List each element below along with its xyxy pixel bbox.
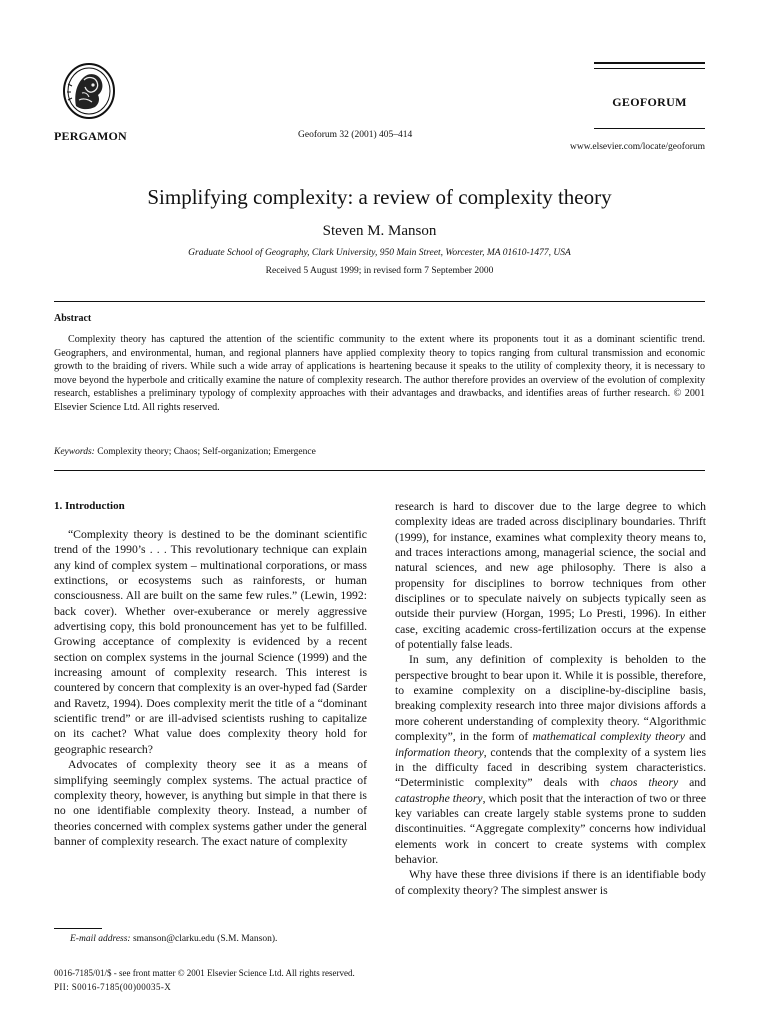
abstract-text: Complexity theory has captured the attention of the scientific community to the extent where its proponents tout it as a dominant scientific trend. Geographers, and environmental, human, and regional planners have applied complexity theory to topics ranging from cultural transmission and economic growth to the braiding of rivers. While such a wide array of applications is heartening because it speaks to the utility of complexity theory, it is necessary to move beyond the hyperbole and critically examine the nature of complexity research. The author therefore provides an overview of the evolution of complexity research, establishes a preliminary typology of complexity approaches with their advantages and drawbacks, and identifies areas of further research. © 2001 Elsevier Science Ltd. All rights reserved. — [54, 334, 705, 413]
pii-line: PII: S0016-7185(00)00035-X — [54, 982, 172, 992]
paragraph: Why have these three divisions if there is an identifiable body of complexity theory? The simplest answer is — [395, 868, 706, 897]
article-title: Simplifying complexity: a review of complexity theory — [147, 185, 612, 209]
section-heading-introduction: 1. Introduction — [54, 500, 125, 512]
article-author: Steven M. Manson — [322, 223, 437, 239]
text-span: and — [684, 730, 706, 744]
text-span: , which posit that the interaction of two or three key variables can create largely stable systems prone to sudden discontinuities. “Aggregate complexity” concerns how individual elements work in concert to create systems with complex behavior. — [395, 791, 707, 866]
keywords-label: Keywords: — [54, 447, 95, 457]
publisher-logo-icon — [62, 62, 116, 120]
term-mathematical-complexity: mathematical complexity theory — [532, 730, 685, 744]
footnote — [70, 934, 277, 944]
paragraph — [395, 652, 706, 867]
left-column — [54, 527, 367, 849]
term-catastrophe-theory: catastrophe theory — [395, 791, 483, 805]
right-column — [395, 499, 706, 898]
abstract-top-rule — [54, 301, 705, 302]
publisher-name: PERGAMON — [54, 129, 127, 143]
text-span: In sum, any definition of complexity is beholden to the perspective brought to bear upon it. While it is possible, therefore, to examine complexity on a discipline-by-discipline basis, breaking complexity research into three major divisions affords a more coherent understanding of complexity theory. “Algorithmic complexity”, in the form of — [395, 653, 706, 744]
text-span: and — [678, 776, 706, 790]
footnote-email-link[interactable]: smanson@clarku.edu (S.M. Manson). — [132, 934, 278, 944]
journal-name: GEOFORUM — [612, 95, 687, 109]
header-rule — [594, 128, 705, 129]
author-affiliation: Graduate School of Geography, Clark University, 950 Main Street, Worcester, MA 01610-1477, USA — [188, 248, 571, 258]
term-chaos-theory: chaos theory — [610, 776, 679, 790]
keywords — [54, 447, 316, 457]
header-rule — [594, 62, 705, 64]
term-information-theory: information theory — [395, 745, 484, 759]
header-rule — [594, 68, 705, 69]
abstract-bottom-rule — [54, 470, 705, 471]
paragraph: Advocates of complexity theory see it as a means of simplifying seemingly complex systems. The actual practice of complexity theory, however, is anything but simple in that there is no one identifiable complexity theory. Instead, a number of theories concerned with complex systems gather under the general banner of complexity research. The exact nature of complexity — [54, 758, 367, 848]
keywords-text: Complexity theory; Chaos; Self-organization; Emergence — [97, 447, 316, 457]
footnote-label: E-mail address: — [70, 934, 131, 944]
received-dates: Received 5 August 1999; in revised form 7 September 2000 — [265, 266, 494, 276]
copyright-line: 0016-7185/01/$ - see front matter © 2001 Elsevier Science Ltd. All rights reserved. — [54, 968, 355, 978]
footnote-rule — [54, 928, 102, 929]
text-span: , contends that the complexity of a system lies in the difficulty faced in describing system characteristics. “Deterministic complexity” deals with — [395, 745, 706, 790]
journal-citation: Geoforum 32 (2001) 405–414 — [298, 130, 413, 140]
journal-url-link[interactable]: www.elsevier.com/locate/geoforum — [570, 142, 705, 152]
abstract-heading: Abstract — [54, 313, 92, 324]
paragraph: “Complexity theory is destined to be the dominant scientific trend of the 1990’s . . . This revolutionary technique can explain any kind of complex system – multinational corporations, or mass extinctions, or ecosystems such as rainforests, or human consciousness. All are built on the same few rules.” (Lewin, 1992: back cover). Whether over-exuberance or merely aggressive advertising copy, this bold pronouncement has yet to be fulfilled. Growing acceptance of complexity is evidenced by a recent section on complex systems in the journal Science (1999) and the increasing amount of complexity research. This interest is countered by concern that complexity is an over-hyped fad (Sarder and Ravetz, 1994). Does complexity merit the title of a “dominant scientific trend” or are ill-advised scientists rushing to capitalize on its cachet? What value does complexity theory hold for geographic research? — [54, 528, 367, 756]
paragraph: research is hard to discover due to the large degree to which complexity ideas are traded across disciplinary boundaries. Thrift (1999), for instance, examines what complexity theory means to, and traces interactions among, managerial science, the social and natural sciences, and new age philosophy. There is also a propensity for disciplines to borrow techniques from other disciplines or to speculate naively on subjects typically seen as outside their purview (Horgan, 1995; Lo Presti, 1996). In either case, exciting academic cross-fertilization occurs at the expense of potentially false leads. — [395, 500, 706, 652]
